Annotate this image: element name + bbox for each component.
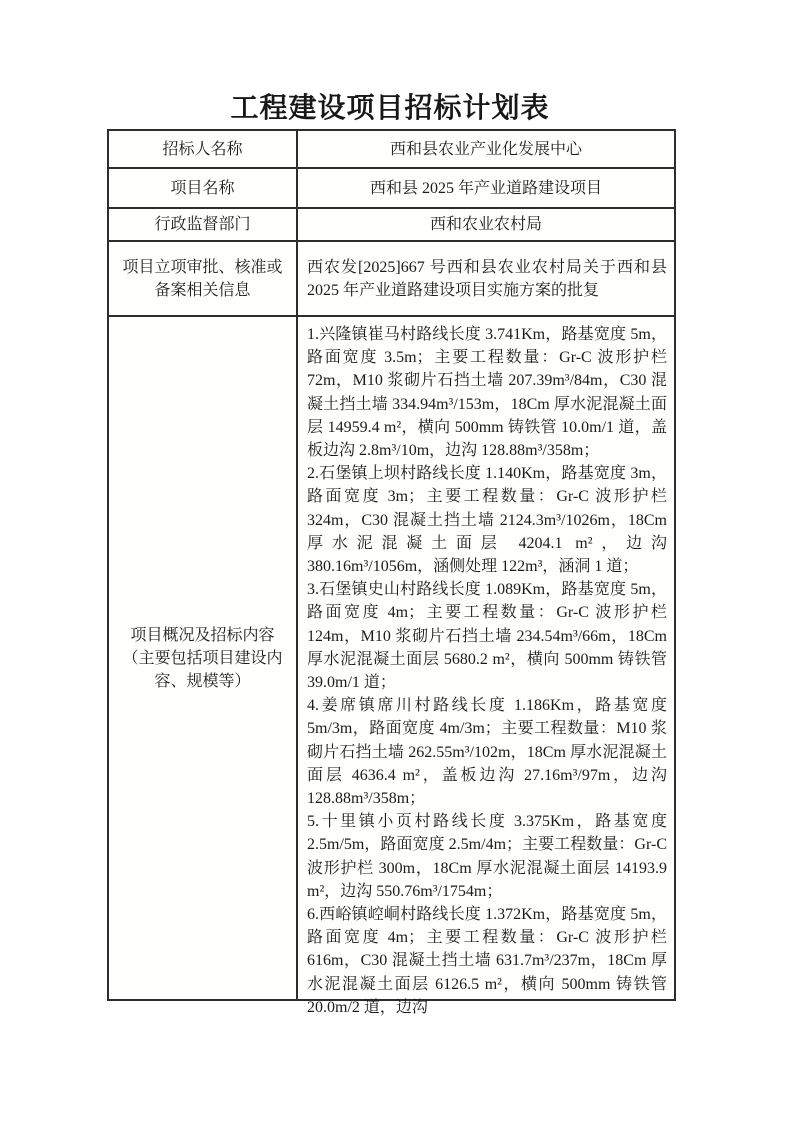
- row-label-project-overview: 项目概况及招标内容（主要包括项目建设内容、规模等）: [109, 317, 298, 999]
- row-label-project-name: 项目名称: [109, 169, 298, 207]
- row-value-bidder: 西和县农业产业化发展中心: [389, 140, 582, 158]
- table-row-approval-info: [109, 242, 674, 317]
- row-label-approval-info: 项目立项审批、核准或备案相关信息: [109, 242, 298, 315]
- row-label-supervision-dept: 行政监督部门: [109, 209, 298, 240]
- overview-item-1: 1.兴隆镇崔马村路线长度 3.741Km，路基宽度 5m，路面宽度 3.5m；主要工程数量：Gr-C 波形护栏 72m，M10 浆砌片石挡土墙 207.39m³/84m，C30 混凝土挡土墙 334.94m³/153m，18Cm 厚水泥混凝土面层 14959.4 m²，横向 500mm 铸铁管 10.0m/1 道，盖板边沟 2.8m³/10m，边沟 128.88m³/358m；: [307, 326, 667, 460]
- row-value-approval-info: 西农发[2025]667 号西和县农业农村局关于西和县 2025 年产业道路建设项目实施方案的批复: [307, 258, 667, 299]
- row-value-project-overview: [298, 317, 674, 1016]
- row-value-supervision-dept: 西和农业农村局: [429, 216, 542, 233]
- overview-item-6: 6.西峪镇崆峒村路线长度 1.372Km，路基宽度 5m，路面宽度 4m；主要工程数量：Gr-C 波形护栏 616m，C30 混凝土挡土墙 631.7m³/237m，18Cm 厚水泥混凝土面层 6126.5 m²，横向 500mm 铸铁管 20.0m/2 道，边沟: [307, 906, 667, 1016]
- overview-item-3: 3.石堡镇史山村路线长度 1.089Km，路基宽度 5m，路面宽度 4m；主要工程数量：Gr-C 波形护栏 124m，M10 浆砌片石挡土墙 234.54m³/66m，18Cm 厚水泥混凝土面层 5680.2 m²，横向 500mm 铸铁管 39.0m/1 道；: [307, 581, 667, 692]
- overview-item-2: 2.石堡镇上坝村路线长度 1.140Km，路基宽度 3m，路面宽度 3m；主要工程数量：Gr-C 波形护栏 324m，C30 混凝土挡土墙 2124.3m³/1026m，18Cm 厚水泥混凝土面层 4204.1 m²，边沟 380.16m³/1056m，涵侧处理 122m³，涵洞 1 道；: [307, 465, 667, 576]
- row-label-bidder: 招标人名称: [109, 131, 298, 167]
- table-row-project-name: [109, 169, 674, 209]
- table-row-project-overview: [109, 317, 674, 1016]
- row-value-project-name: 西和县 2025 年产业道路建设项目: [369, 179, 602, 197]
- table-row-supervision-dept: [109, 209, 674, 242]
- table-row-bidder: [109, 131, 674, 169]
- tender-plan-table: [107, 129, 676, 1016]
- overview-item-5: 5.十里镇小页村路线长度 3.375Km，路基宽度 2.5m/5m，路面宽度 2.5m/4m；主要工程数量：Gr-C 波形护栏 300m，18Cm 厚水泥混凝土面层 14193.9 m²，边沟 550.76m³/1754m；: [307, 813, 667, 900]
- document-title: 工程建设项目招标计划表: [230, 93, 550, 124]
- overview-item-4: 4.姜席镇席川村路线长度 1.186Km，路基宽度 5m/3m，路面宽度 4m/3m；主要工程数量：M10 浆砌片石挡土墙 262.55m³/102m，18Cm 厚水泥混凝土面层 4636.4 m²，盖板边沟 27.16m³/97m，边沟 128.88m³/358m；: [307, 697, 667, 808]
